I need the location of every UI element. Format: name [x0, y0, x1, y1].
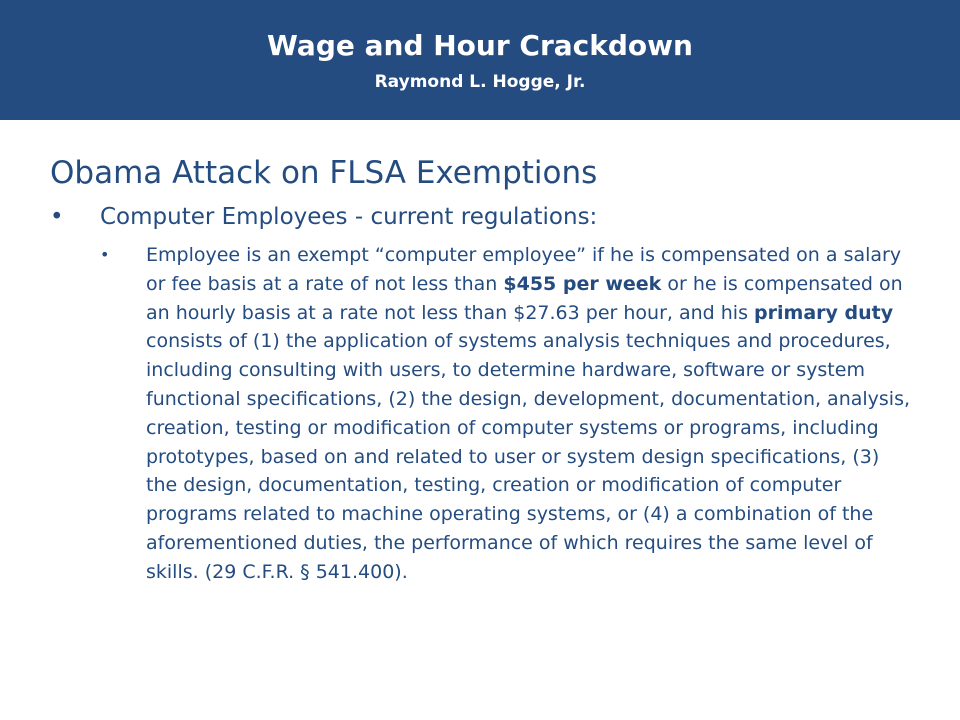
primary-duty-emphasis: primary duty: [754, 301, 894, 324]
salary-rate-emphasis: $455 per week: [503, 272, 662, 295]
paragraph-segment-2: or he is compensated on an hourly basis at a rate not less than $27.63 per hour, and his: [146, 272, 903, 324]
paragraph-segment-3: consists of (1) the application of systems analysis techniques and procedures, including consulting with users, to determine hardware, software or system functional specifications, (2) the design, development, documentation, analysis, creation, testing or modification of computer systems or programs, including prototypes, based on and related to user or system design specifications, (3) the design, documentation, testing, creation or modification of computer programs related to machine operating systems, or (4) a combination of the aforementioned duties, the performance of which requires the same level of skills. (29 C.F.R. § 541.400).: [146, 330, 911, 583]
bullet-text: Computer Employees - current regulations:: [100, 204, 598, 230]
bullet-marker: •: [50, 204, 64, 230]
sub-bullet-paragraph: [146, 241, 916, 587]
paragraph-segment-1: Employee is an exempt “computer employee” if he is compensated on a salary or fee basis at a rate of not less than: [146, 244, 902, 295]
sub-bullet-marker: •: [100, 245, 110, 264]
slide-heading: Obama Attack on FLSA Exemptions: [50, 155, 598, 191]
slide-header: [0, 0, 960, 120]
header-title: Wage and Hour Crackdown: [267, 29, 693, 62]
header-subtitle: Raymond L. Hogge, Jr.: [374, 72, 586, 92]
